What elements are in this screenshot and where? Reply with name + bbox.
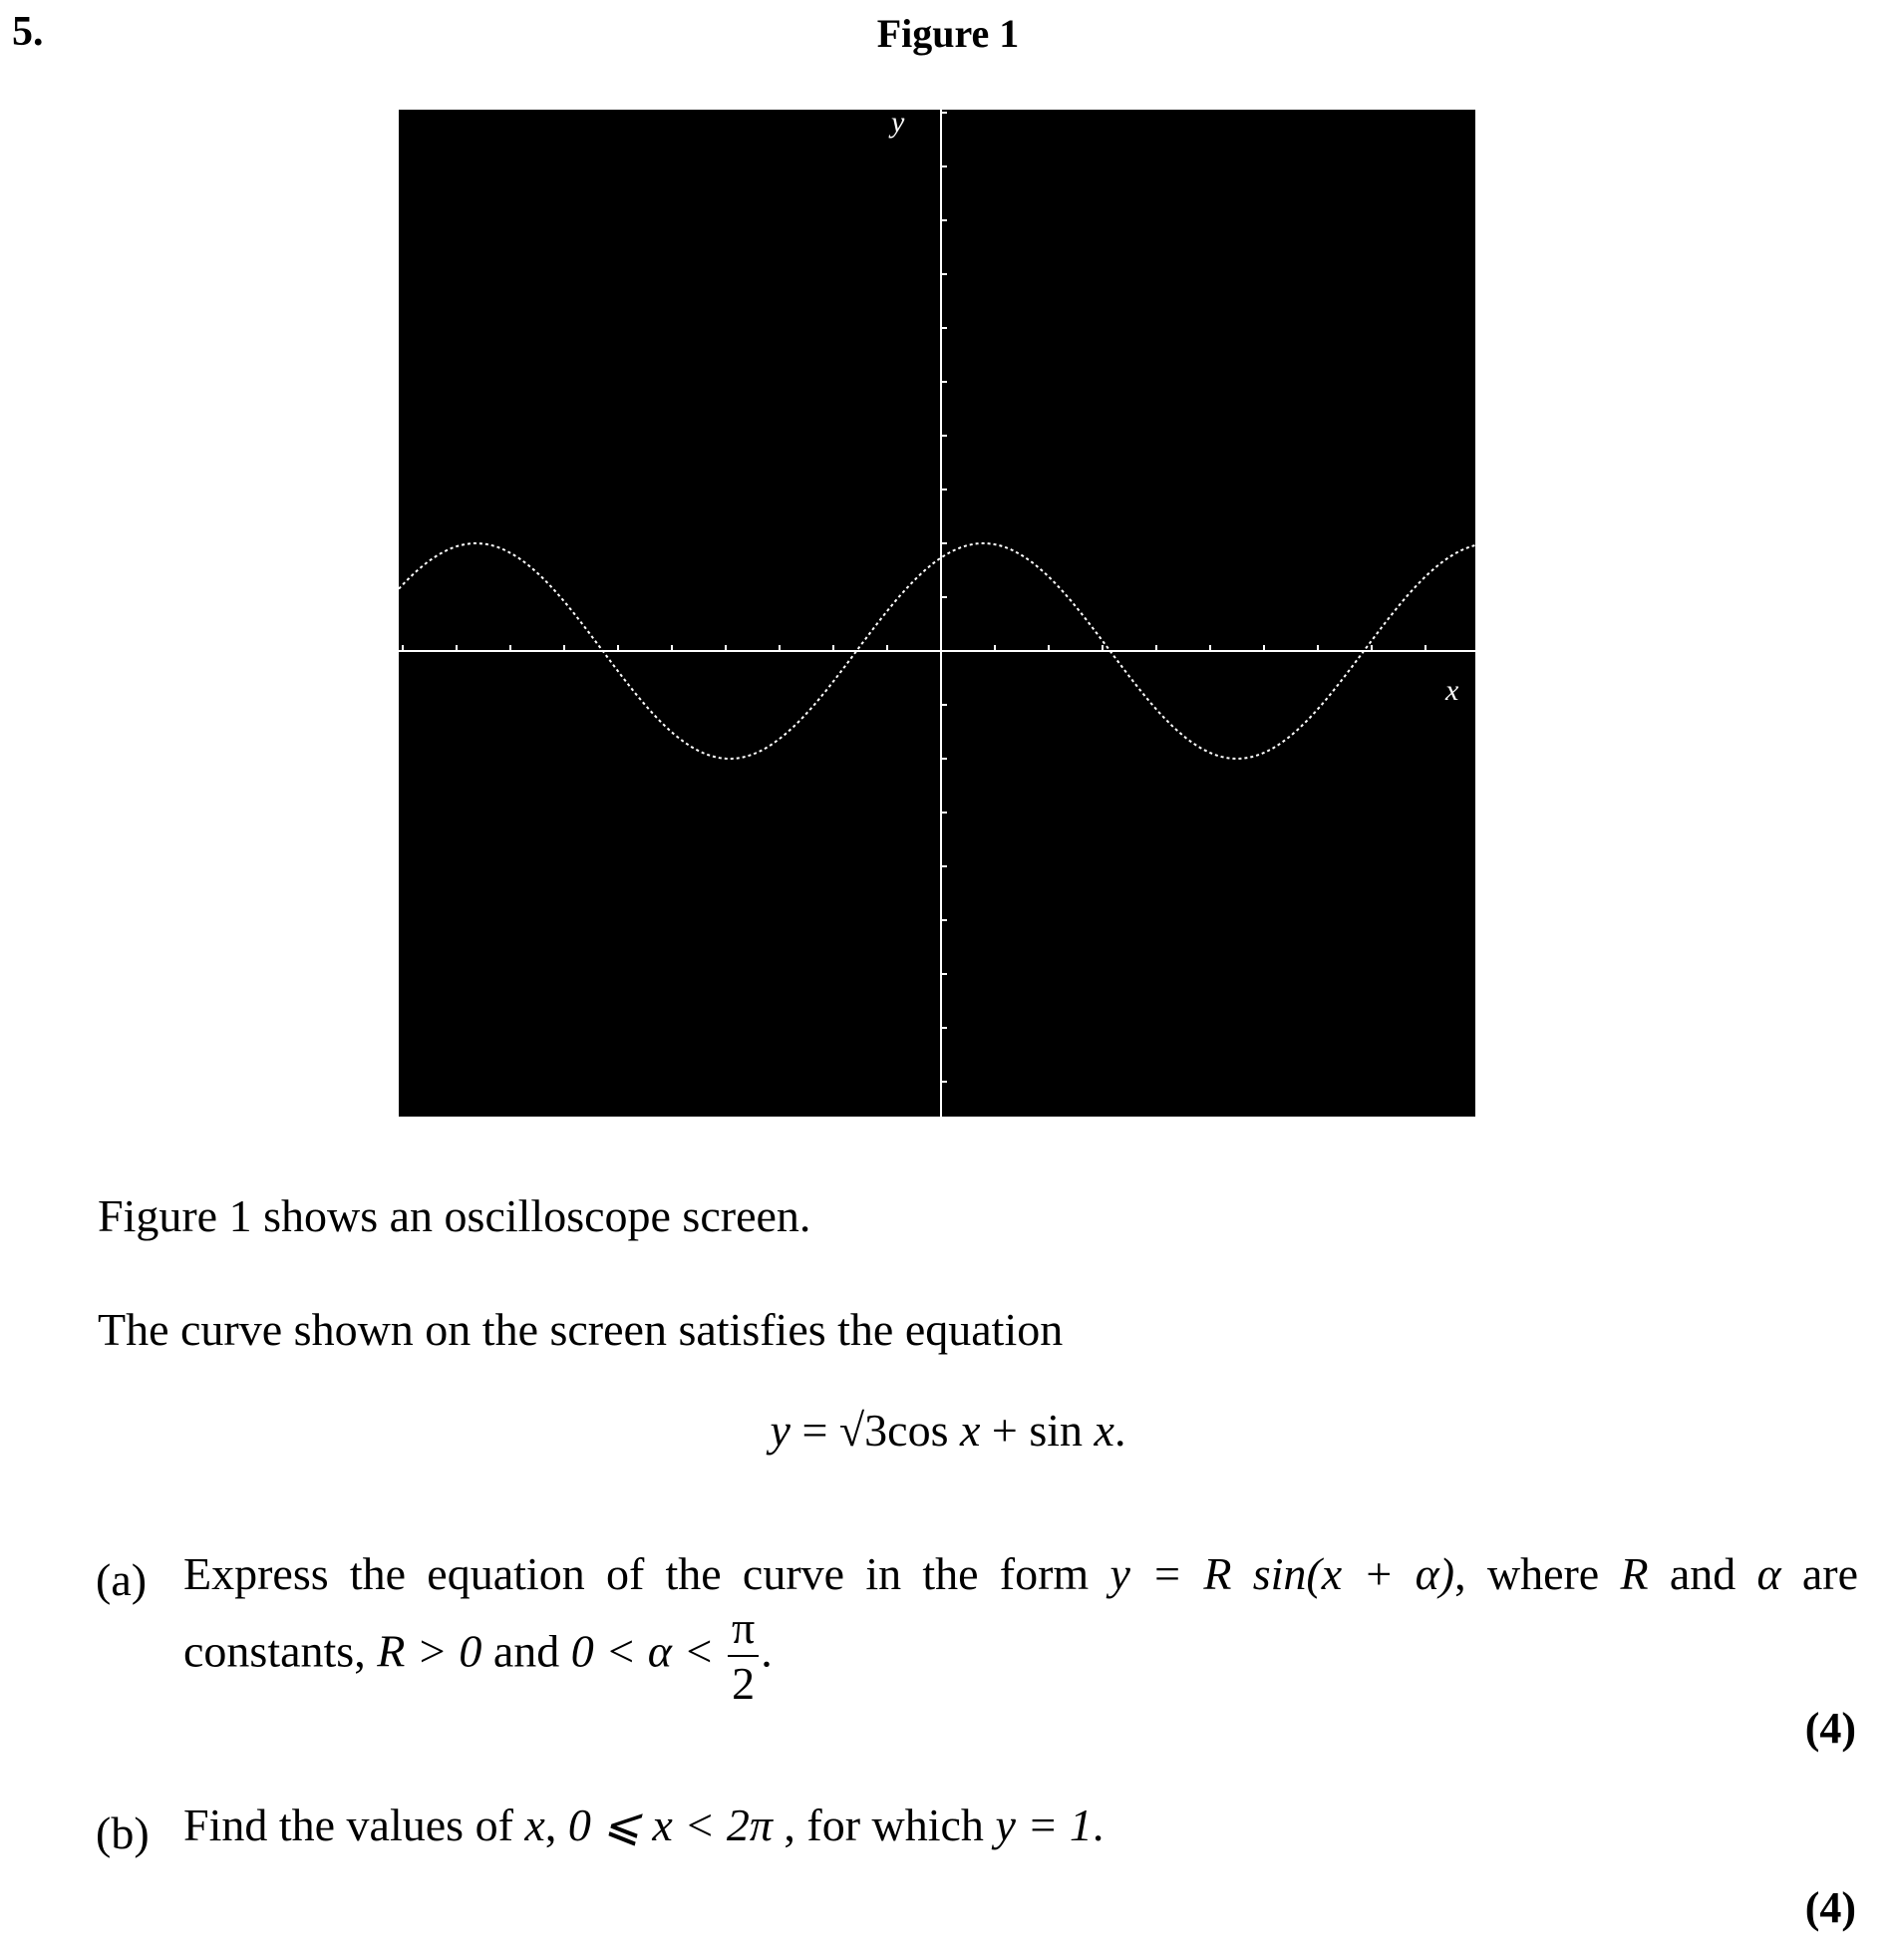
part-b-range: 0 ⩽ x < 2π — [567, 1799, 773, 1850]
part-a-text-1: Express the equation of the curve in the form — [183, 1548, 1110, 1599]
intro-line-1: Figure 1 shows an oscilloscope screen. — [98, 1190, 811, 1241]
part-a-label: (a) — [96, 1554, 148, 1605]
part-a-R: R — [1620, 1548, 1649, 1599]
eq-lhs: y — [770, 1405, 790, 1456]
part-a-text-4: are constants, — [183, 1548, 1859, 1677]
fraction-denominator: 2 — [732, 1658, 756, 1710]
question-number: 5. — [12, 9, 44, 55]
part-a-text-5: and — [481, 1625, 571, 1677]
part-a-cond2: 0 < α < — [570, 1625, 726, 1677]
fraction-numerator: π — [728, 1605, 759, 1657]
part-a-text-3: and — [1648, 1548, 1757, 1599]
oscilloscope-screen — [399, 110, 1475, 1117]
x-axis-label: x — [1445, 674, 1459, 707]
eq-x2: x — [1094, 1405, 1114, 1456]
intro-line-2: The curve shown on the screen satisfies the equation — [98, 1304, 1064, 1355]
eq-plus: + — [980, 1405, 1030, 1456]
part-b-label: (b) — [96, 1807, 150, 1858]
part-a-text-2: , where — [1454, 1548, 1621, 1599]
part-a-alpha: α — [1756, 1548, 1781, 1599]
part-b-text-2: , — [544, 1799, 568, 1850]
eq-sin: sin — [1029, 1405, 1084, 1456]
part-b-text — [183, 1795, 1858, 1856]
eq-x1: x — [959, 1405, 981, 1456]
axes — [399, 110, 1475, 1117]
part-b-text-1: Find the values of — [183, 1799, 525, 1850]
eq-equals: = — [790, 1405, 839, 1456]
eq-cos: cos — [887, 1405, 949, 1456]
part-a-end: . — [761, 1625, 773, 1677]
part-b-x: x — [524, 1799, 545, 1850]
part-a-cond1: R > 0 — [377, 1625, 482, 1677]
curve-equation — [0, 1404, 1896, 1457]
oscilloscope-plot — [399, 110, 1475, 1117]
part-b-cond: y = 1 — [995, 1799, 1093, 1850]
eq-sqrt: √3 — [838, 1405, 888, 1456]
part-a-fraction — [728, 1602, 759, 1710]
figure-title: Figure 1 — [876, 11, 1020, 56]
y-axis-label: y — [891, 110, 905, 139]
part-b-marks: (4) — [1804, 1883, 1856, 1932]
part-a-text — [183, 1543, 1859, 1710]
eq-end: . — [1113, 1405, 1126, 1456]
part-a-marks: (4) — [1804, 1704, 1856, 1753]
part-b-text-3: , for which — [772, 1799, 996, 1850]
part-a-form: y = R sin(x + α) — [1109, 1548, 1455, 1599]
part-b-end: . — [1092, 1799, 1105, 1850]
